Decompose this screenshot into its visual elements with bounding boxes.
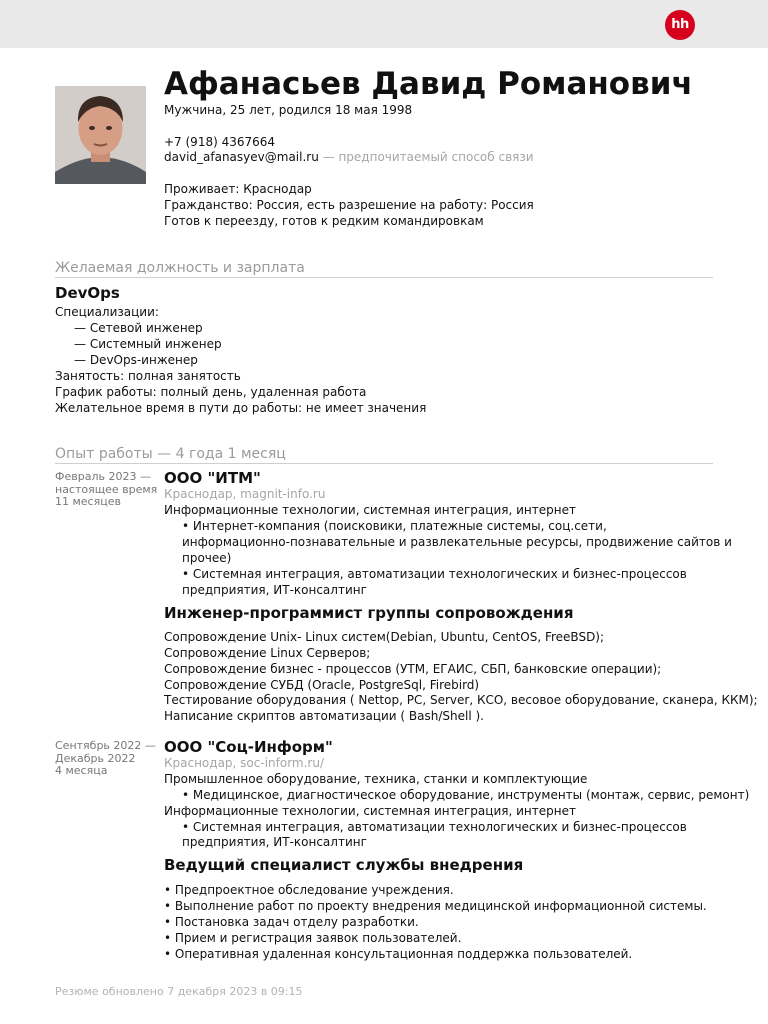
period-end: Декабрь 2022 <box>55 751 136 765</box>
residence: Проживает: Краснодар <box>164 182 312 196</box>
industry-line: • Интернет-компания (поисковики, платежные системы, соц.сети, <box>182 519 607 533</box>
section-title-desired: Желаемая должность и зарплата <box>55 259 713 278</box>
industry-line: предприятия, ИТ-консалтинг <box>182 583 367 597</box>
job-position: Инженер-программист группы сопровождения <box>164 604 574 622</box>
phone-number[interactable]: +7 (918) 4367664 <box>164 135 276 149</box>
industry-line: • Системная интеграция, автоматизации технологических и бизнес-процессов <box>182 820 687 834</box>
email-preferred-note: — предпочитаемый способ связи <box>318 150 534 164</box>
specialization-item: — Сетевой инженер <box>74 321 203 335</box>
specialization-item: — Системный инженер <box>74 337 222 351</box>
industry-line: • Медицинское, диагностическое оборудование, инструменты (монтаж, сервис, ремонт) <box>182 788 750 802</box>
job-duty: • Предпроектное обследование учреждения. <box>164 883 454 897</box>
job-period <box>55 471 157 509</box>
job-period <box>55 740 156 778</box>
period-start: Сентябрь 2022 — <box>55 739 156 752</box>
candidate-name: Афанасьев Давид Романович <box>164 66 693 102</box>
industry-line: предприятия, ИТ-консалтинг <box>182 835 367 849</box>
industry-line: Информационные технологии, системная интеграция, интернет <box>164 503 576 517</box>
resume-updated-date: Резюме обновлено 7 декабря 2023 в 09:15 <box>55 985 303 998</box>
specialization-item: — DevOps-инженер <box>74 353 198 367</box>
profile-photo <box>55 86 146 184</box>
industry-line: прочее) <box>182 551 232 565</box>
industry-line: Информационные технологии, системная интеграция, интернет <box>164 804 576 818</box>
industry-line: Промышленное оборудование, техника, станки и комплектующие <box>164 772 588 786</box>
job-duty: Сопровождение Unix- Linux систем(Debian, Ubuntu, CentOS, FreeBSD); <box>164 630 605 644</box>
hh-logo[interactable]: hh <box>665 10 695 40</box>
job-duty: Сопровождение Linux Серверов; <box>164 646 371 660</box>
work-schedule: График работы: полный день, удаленная работа <box>55 385 367 399</box>
job-duty: Тестирование оборудования ( Nettop, PC, Server, КСО, весовое оборудование, сканера, ККМ); <box>164 693 758 707</box>
industry-line: информационно-познавательные и развлекательные ресурсы, продвижение сайтов и <box>182 535 732 549</box>
company-name: ООО "Соц-Информ" <box>164 738 333 756</box>
job-position: Ведущий специалист службы внедрения <box>164 856 524 874</box>
period-duration: 11 месяцев <box>55 495 121 508</box>
job-duty: • Выполнение работ по проекту внедрения медицинской информационной системы. <box>164 899 707 913</box>
section-title-experience: Опыт работы — 4 года 1 месяц <box>55 445 713 464</box>
profile-summary: Мужчина, 25 лет, родился 18 мая 1998 <box>164 103 413 117</box>
company-name: ООО "ИТМ" <box>164 469 261 487</box>
employment-type: Занятость: полная занятость <box>55 369 241 383</box>
industry-line: • Системная интеграция, автоматизации технологических и бизнес-процессов <box>182 567 687 581</box>
email-line <box>164 149 534 165</box>
job-duty: Написание скриптов автоматизации ( Bash/Shell ). <box>164 709 484 723</box>
period-duration: 4 месяца <box>55 764 108 777</box>
commute-time: Желательное время в пути до работы: не имеет значения <box>55 401 427 415</box>
desired-position: DevOps <box>55 284 120 302</box>
job-duty: • Оперативная удаленная консультационная поддержка пользователей. <box>164 947 633 961</box>
job-duty: • Постановка задач отделу разработки. <box>164 915 419 929</box>
job-duty: Сопровождение СУБД (Oracle, PostgreSql, Firebird) <box>164 678 480 692</box>
period-end: настоящее время <box>55 482 158 496</box>
job-duty: • Прием и регистрация заявок пользователей. <box>164 931 462 945</box>
company-location-link[interactable]: Краснодар, magnit-info.ru <box>164 487 326 501</box>
company-location-link[interactable]: Краснодар, soc-inform.ru/ <box>164 756 325 770</box>
specializations-label: Специализации: <box>55 305 159 319</box>
person-avatar-icon <box>55 86 146 184</box>
period-start: Февраль 2023 — <box>55 470 151 483</box>
email-link[interactable]: david_afanasyev@mail.ru <box>164 150 319 164</box>
top-bar <box>0 0 768 48</box>
job-duty: Сопровождение бизнес - процессов (УТМ, ЕГАИС, СБП, банковские операции); <box>164 662 662 676</box>
citizenship: Гражданство: Россия, есть разрешение на работу: Россия <box>164 198 534 212</box>
relocation: Готов к переезду, готов к редким командировкам <box>164 214 484 228</box>
